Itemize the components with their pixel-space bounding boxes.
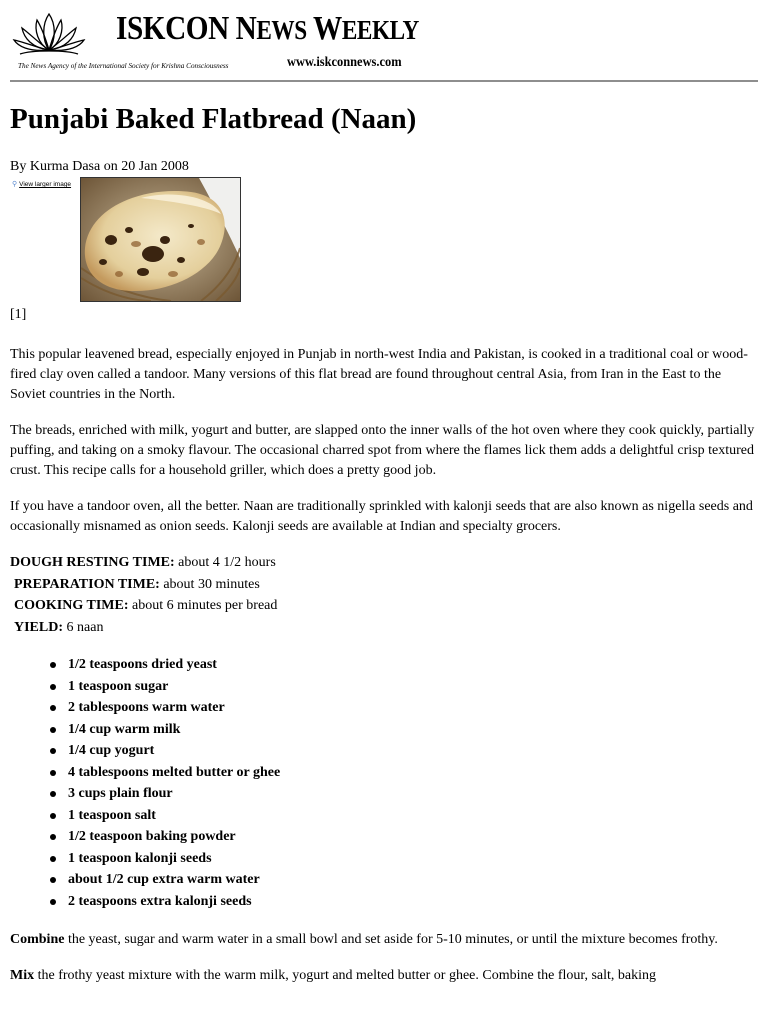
lotus-logo-icon	[12, 10, 86, 58]
meta-cooking-time	[10, 595, 756, 617]
step-text: the yeast, sugar and warm water in a small bowl and set aside for 5-10 minutes, or until the mixture becomes frothy.	[64, 932, 718, 947]
naan-photo[interactable]	[80, 177, 241, 302]
step-verb: Combine	[10, 932, 65, 947]
naan-image	[81, 178, 240, 301]
step-text: the frothy yeast mixture with the warm milk, yogurt and melted butter or ghee. Combine the flour, salt, baking	[34, 968, 657, 983]
publication-title: ISKCON NEWS WEEKLY	[116, 10, 419, 47]
publication-tagline: The News Agency of the International Society for Krishna Consciousness	[18, 62, 229, 70]
byline: By Kurma Dasa on 20 Jan 2008	[10, 159, 189, 174]
view-larger-image-link[interactable]	[12, 180, 71, 188]
article-figure	[10, 177, 756, 301]
list-item: 3 cups plain flour	[68, 783, 756, 805]
step-verb: Mix	[10, 968, 35, 983]
meta-label: COOKING TIME:	[14, 598, 129, 613]
list-item: 1/2 teaspoons dried yeast	[68, 654, 756, 676]
list-item: 1/4 cup warm milk	[68, 719, 756, 741]
article	[10, 100, 756, 986]
meta-resting-time	[10, 552, 756, 574]
view-larger-label: View larger image	[19, 181, 72, 188]
site-url[interactable]: www.iskconnews.com	[287, 54, 402, 69]
method-step-1	[10, 930, 756, 950]
meta-label: PREPARATION TIME:	[14, 576, 160, 592]
meta-value: about 30 minutes	[159, 576, 260, 592]
meta-preparation-time	[10, 574, 756, 596]
meta-value: about 6 minutes per bread	[128, 598, 278, 613]
list-item: 1 teaspoon salt	[68, 805, 756, 827]
list-item: 1 teaspoon kalonji seeds	[68, 848, 756, 870]
masthead	[0, 0, 768, 84]
method-step-2	[10, 966, 756, 986]
header-divider	[10, 80, 758, 82]
meta-value: about 4 1/2 hours	[174, 555, 276, 570]
list-item: 4 tablespoons melted butter or ghee	[68, 762, 756, 784]
ingredient-list	[10, 654, 756, 912]
intro-paragraph-2: The breads, enriched with milk, yogurt and butter, are slapped onto the inner walls of the hot oven where they cook quickly, partially puffing, and taking on a smoky flavour. The occasional charred spot from where the flames lick them adds a delightful crisp textured crust. This recipe calls for a household griller, which does a pretty good job.	[10, 423, 755, 478]
list-item: 2 teaspoons extra kalonji seeds	[68, 891, 756, 913]
list-item: 1/2 teaspoon baking powder	[68, 826, 756, 848]
footnote-reference[interactable]: [1]	[10, 307, 27, 322]
intro-paragraph-3: If you have a tandoor oven, all the better. Naan are traditionally sprinkled with kalonji seeds that are also known as nigella seeds and occasionally misnamed as onion seeds. Kalonji seeds are available at Indian and specialty grocers.	[10, 499, 753, 534]
meta-label: YIELD:	[14, 619, 64, 635]
list-item: 1/4 cup yogurt	[68, 740, 756, 762]
intro-paragraph-1: This popular leavened bread, especially enjoyed in Punjab in north-west India and Pakistan, is cooked in a traditional coal or wood-fired clay oven called a tandoor. Many versions of this flat bread are found throughout central Asia, from Iran in the East to the Soviet countries in the North.	[10, 347, 748, 402]
list-item: about 1/2 cup extra warm water	[68, 869, 756, 891]
magnifier-icon: ⚲	[12, 181, 18, 188]
list-item: 1 teaspoon sugar	[68, 676, 756, 698]
recipe-meta	[10, 552, 756, 638]
meta-label: DOUGH RESTING TIME:	[10, 555, 175, 570]
meta-value: 6 naan	[63, 619, 104, 635]
meta-yield	[10, 617, 756, 639]
article-title: Punjabi Baked Flatbread (Naan)	[10, 103, 417, 135]
list-item: 2 tablespoons warm water	[68, 697, 756, 719]
